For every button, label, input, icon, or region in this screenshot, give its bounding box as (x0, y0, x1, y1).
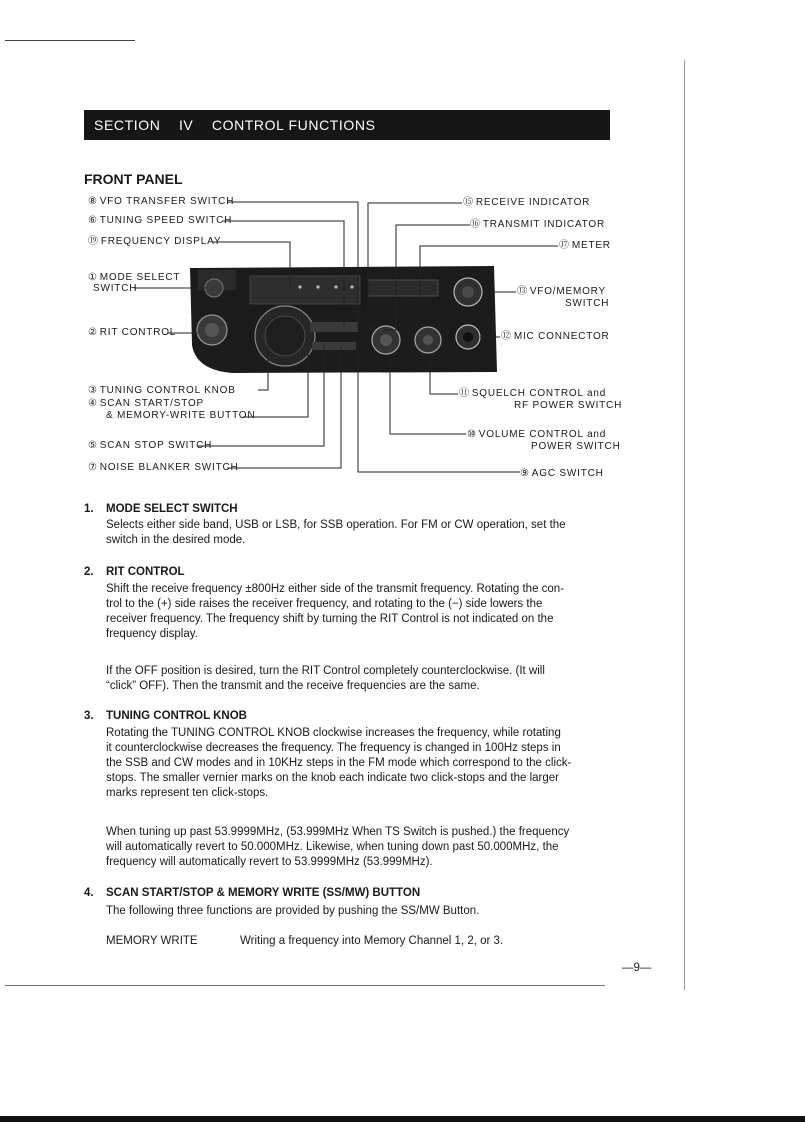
item-heading: SCAN START/STOP & MEMORY WRITE (SS/MW) BUTTON (106, 887, 421, 899)
mode-knob (205, 279, 223, 297)
label-agc-switch: ⑨ AGC SWITCH (520, 468, 604, 479)
label-mode-select-switch: SWITCH (93, 283, 138, 294)
label-transmit-indicator: ⑯ TRANSMIT INDICATOR (470, 219, 605, 230)
label-scan-start-stop: ④ SCAN START/STOP (88, 398, 205, 409)
scan-mark (5, 985, 605, 986)
label-vfo-memory: ⑬ VFO/MEMORY (517, 286, 606, 297)
item-heading: RIT CONTROL (106, 566, 185, 578)
item-number: 4. (84, 887, 94, 899)
item-number: 1. (84, 503, 94, 515)
memory-write-desc: Writing a frequency into Memory Channel 1, 2, or 3. (240, 935, 504, 947)
item-body: Selects either side band, USB or LSB, for SSB operation. For FM or CW operation, set the switch in the desired mode. (106, 519, 566, 546)
scan-mark (5, 40, 135, 41)
front-panel-title: FRONT PANEL (84, 171, 183, 187)
meter-window (368, 280, 438, 296)
label-mic-connector: ⑫ MIC CONNECTOR (501, 331, 610, 342)
memory-write-label: MEMORY WRITE (106, 935, 198, 947)
scan-mark (684, 60, 685, 990)
section-word: SECTION (94, 117, 161, 133)
label-vfo-memory-switch: SWITCH (565, 298, 610, 309)
label-tuning-control-knob: ③ TUNING CONTROL KNOB (88, 385, 236, 396)
item-body: Rotating the TUNING CONTROL KNOB clockwise increases the frequency, while rotating it counterclockwise decreases the frequency. The frequency is changed in 100Hz steps in the SSB and CW modes and in 10KHz steps in the FM mode which correspond to the click- stops. The smaller vernier marks on the knob each indicate two click-stops and the larger marks represent ten click-stops. (106, 727, 572, 799)
label-scan-stop-switch: ⑤ SCAN STOP SWITCH (88, 440, 213, 451)
item-body-2: If the OFF position is desired, turn the RIT Control completely counterclockwise. (It will “click” OFF). Then the transmit and the receive frequencies are the same. (106, 665, 545, 692)
section-number: IV (178, 117, 194, 133)
label-receive-indicator: ⑮ RECEIVE INDICATOR (463, 197, 591, 208)
item-heading: TUNING CONTROL KNOB (106, 710, 247, 722)
item-body: The following three functions are provided by pushing the SS/MW Button. (106, 905, 480, 917)
item-body: Shift the receive frequency ±800Hz either side of the transmit frequency. Rotating the con- trol to the (+) side raises the receiver frequency, and rotating to the (−) side lowers the receiver frequency. The frequency shift by turning the RIT Control is not indicated on the frequency display. (106, 583, 565, 640)
label-vfo-transfer-switch: ⑧ VFO TRANSFER SWITCH (88, 196, 235, 207)
item-number: 3. (84, 710, 94, 722)
item-heading: MODE SELECT SWITCH (106, 503, 238, 515)
label-squelch-control: ⑪ SQUELCH CONTROL and (459, 388, 607, 399)
label-frequency-display: ⑲ FREQUENCY DISPLAY (88, 236, 222, 247)
label-rit-control: ② RIT CONTROL (88, 327, 177, 338)
item-number: 2. (84, 566, 94, 578)
label-tuning-speed-switch: ⑥ TUNING SPEED SWITCH (88, 215, 233, 226)
label-volume-control: ⑩ VOLUME CONTROL and (467, 429, 607, 440)
label-meter: ⑰ METER (559, 240, 611, 251)
label-rf-power-switch: RF POWER SWITCH (514, 400, 623, 411)
label-memory-write-button: & MEMORY-WRITE BUTTON (106, 410, 256, 421)
item-body-2: When tuning up past 53.9999MHz, (53.999MHz When TS Switch is pushed.) the frequency will automatically revert to 50.000MHz. Likewise, when tuning down past 50.000MHz, the frequency will automatically revert to 53.9999MHz (53.999MHz). (106, 826, 570, 868)
label-noise-blanker-switch: ⑦ NOISE BLANKER SWITCH (88, 462, 239, 473)
label-power-switch: POWER SWITCH (531, 441, 621, 452)
scan-edge (0, 1116, 805, 1122)
page-number: —9— (622, 962, 652, 974)
label-mode-select: ① MODE SELECT (88, 272, 181, 283)
section-title: CONTROL FUNCTIONS (211, 117, 376, 133)
